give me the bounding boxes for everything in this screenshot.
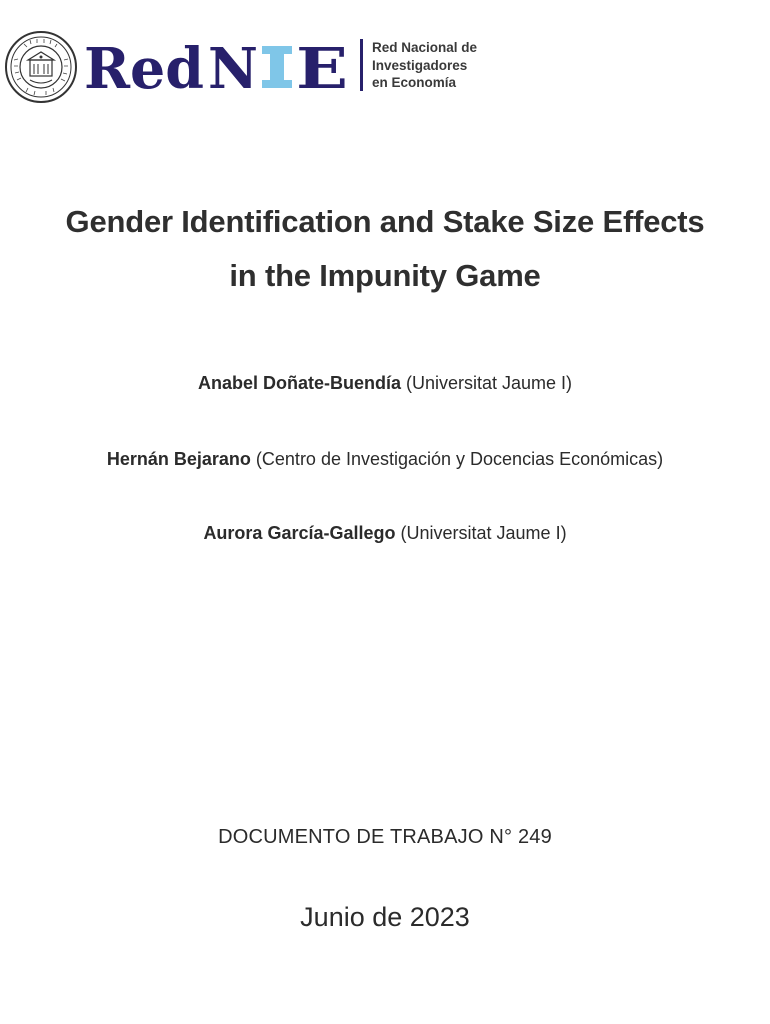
author-2 xyxy=(0,449,770,470)
tagline-line-2: Investigadores xyxy=(372,57,468,73)
tagline-line-3: en Economía xyxy=(372,75,457,90)
document-number: DOCUMENTO DE TRABAJO N° 249 xyxy=(218,826,552,848)
author-name: Anabel Doñate-Buendía xyxy=(197,373,401,393)
header xyxy=(4,30,524,104)
author-name: Hernán Bejarano xyxy=(106,449,251,469)
svg-text:N: N xyxy=(208,36,258,98)
author-affiliation: (Centro de Investigación y Docencias Económicas) xyxy=(255,449,664,469)
author-1 xyxy=(0,373,770,394)
title-line-1: Gender Identification and Stake Size Effects xyxy=(65,204,705,239)
author-affiliation: (Universitat Jaume I) xyxy=(400,523,567,543)
logo-tagline xyxy=(372,39,477,92)
university-seal-icon xyxy=(4,30,78,104)
rednie-logo xyxy=(84,36,354,98)
logo-divider xyxy=(360,39,363,91)
svg-text:Red: Red xyxy=(84,36,204,98)
author-affiliation: (Universitat Jaume I) xyxy=(406,373,573,393)
publication-date: Junio de 2023 xyxy=(300,902,470,932)
author-3 xyxy=(0,523,770,544)
title-line-2: in the Impunity Game xyxy=(229,258,541,293)
svg-text:E: E xyxy=(296,36,348,98)
paper-title xyxy=(0,195,770,303)
tagline-line-1: Red Nacional de xyxy=(372,40,478,55)
author-name: Aurora García-Gallego xyxy=(203,523,396,543)
